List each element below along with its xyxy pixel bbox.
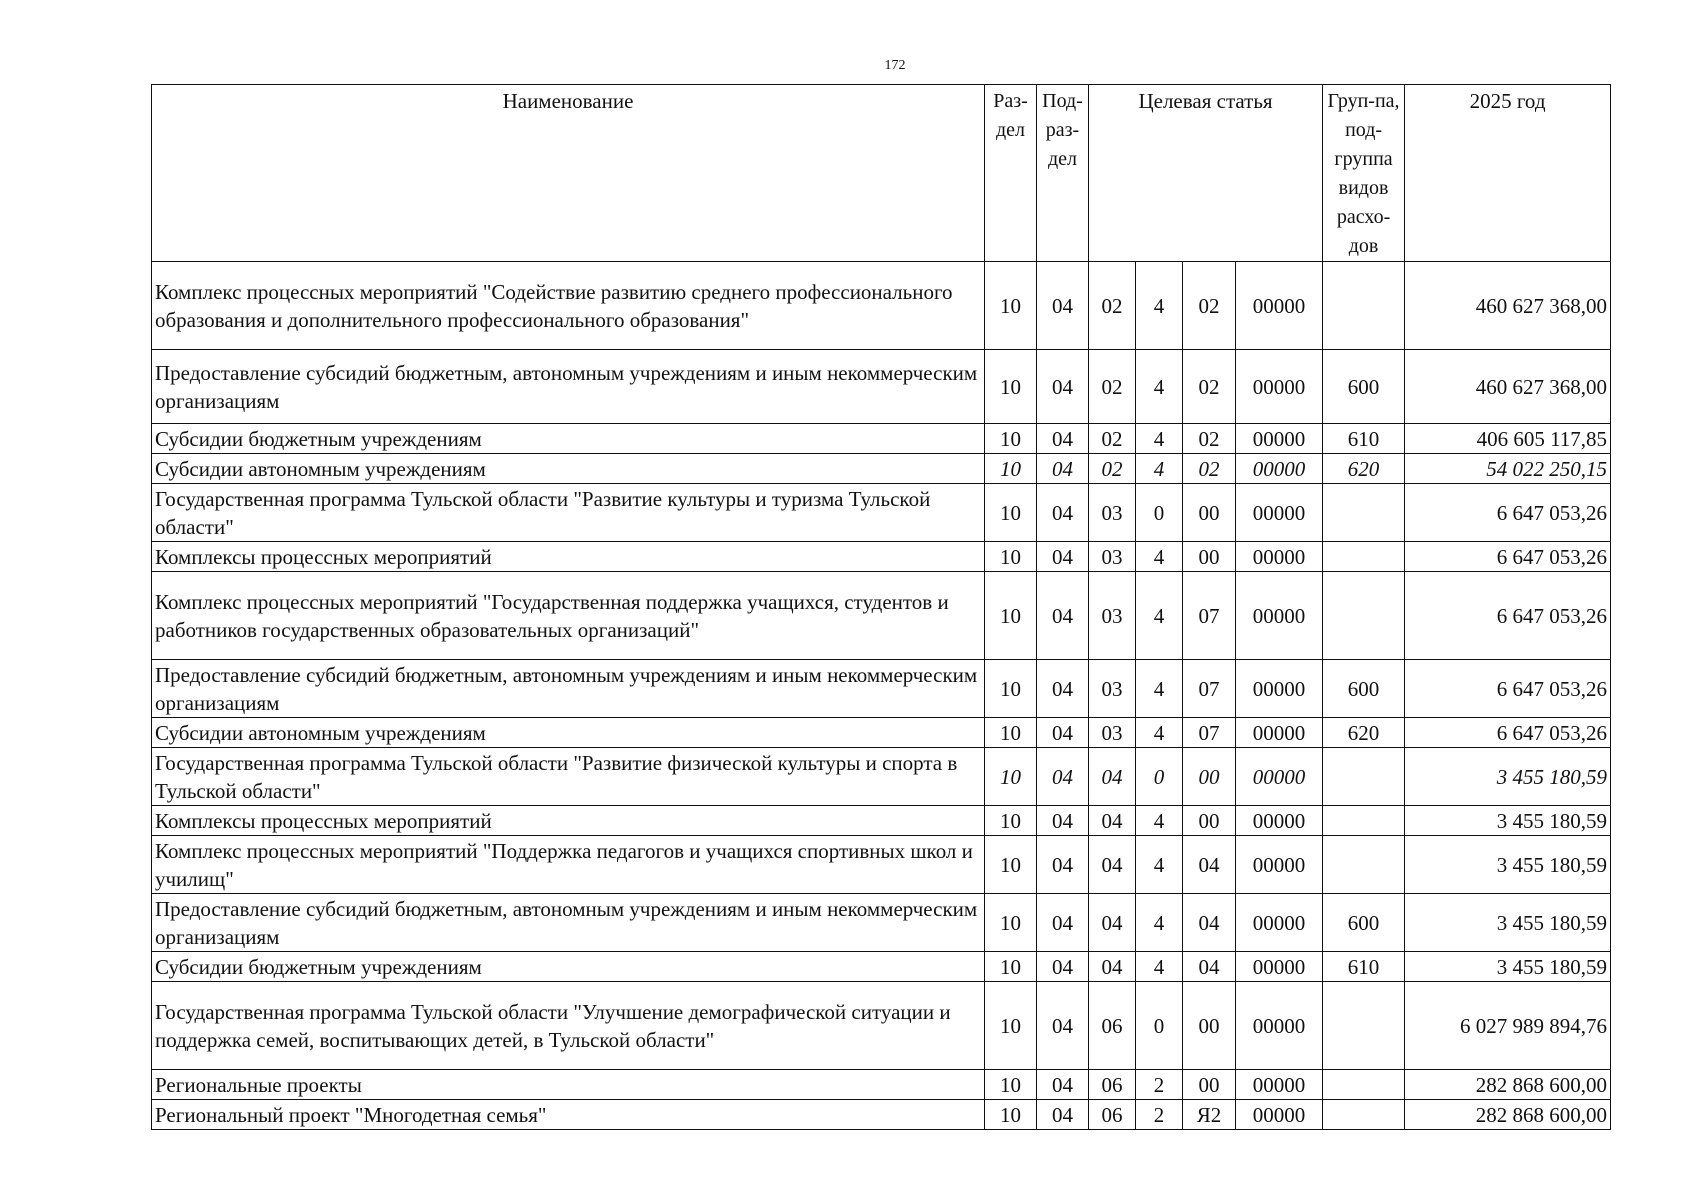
direction-code: 00000 xyxy=(1236,1100,1323,1130)
budget-table xyxy=(151,84,1611,1130)
type-code: 0 xyxy=(1136,982,1183,1070)
table-row xyxy=(152,572,1611,660)
section-code: 10 xyxy=(985,572,1037,660)
amount: 3 455 180,59 xyxy=(1405,836,1611,894)
type-code: 4 xyxy=(1136,350,1183,424)
direction-code: 00000 xyxy=(1236,660,1323,718)
section-code: 10 xyxy=(985,1070,1037,1100)
type-code: 2 xyxy=(1136,1070,1183,1100)
direction-code: 00000 xyxy=(1236,262,1323,350)
event-code: 02 xyxy=(1183,454,1236,484)
expense-group-code xyxy=(1323,1100,1405,1130)
expense-group-code: 620 xyxy=(1323,454,1405,484)
expense-group-code xyxy=(1323,262,1405,350)
section-code: 10 xyxy=(985,806,1037,836)
expense-group-code xyxy=(1323,748,1405,806)
type-code: 0 xyxy=(1136,484,1183,542)
amount: 54 022 250,15 xyxy=(1405,454,1611,484)
table-row xyxy=(152,454,1611,484)
amount: 6 027 989 894,76 xyxy=(1405,982,1611,1070)
header-target-article: Целевая статья xyxy=(1089,85,1323,262)
header-subsection: Под-раз-дел xyxy=(1037,85,1089,262)
program-code: 06 xyxy=(1089,1100,1136,1130)
section-code: 10 xyxy=(985,952,1037,982)
table-row xyxy=(152,748,1611,806)
expense-group-code: 610 xyxy=(1323,424,1405,454)
table-row xyxy=(152,806,1611,836)
subsection-code: 04 xyxy=(1037,806,1089,836)
expense-group-code: 600 xyxy=(1323,660,1405,718)
header-section: Раз-дел xyxy=(985,85,1037,262)
program-code: 03 xyxy=(1089,718,1136,748)
header-row xyxy=(152,85,1611,262)
table-row xyxy=(152,1070,1611,1100)
type-code: 4 xyxy=(1136,454,1183,484)
program-code: 02 xyxy=(1089,262,1136,350)
expense-group-code: 600 xyxy=(1323,894,1405,952)
amount: 3 455 180,59 xyxy=(1405,748,1611,806)
expense-group-code xyxy=(1323,572,1405,660)
table-body xyxy=(152,262,1611,1130)
direction-code: 00000 xyxy=(1236,542,1323,572)
direction-code: 00000 xyxy=(1236,1070,1323,1100)
event-code: 07 xyxy=(1183,718,1236,748)
section-code: 10 xyxy=(985,660,1037,718)
program-code: 04 xyxy=(1089,894,1136,952)
type-code: 4 xyxy=(1136,542,1183,572)
subsection-code: 04 xyxy=(1037,350,1089,424)
subsection-code: 04 xyxy=(1037,952,1089,982)
program-code: 02 xyxy=(1089,454,1136,484)
program-code: 06 xyxy=(1089,1070,1136,1100)
expense-group-code: 620 xyxy=(1323,718,1405,748)
expense-group-code xyxy=(1323,484,1405,542)
program-code: 04 xyxy=(1089,748,1136,806)
header-name: Наименование xyxy=(152,85,985,262)
expense-group-code xyxy=(1323,836,1405,894)
section-code: 10 xyxy=(985,894,1037,952)
expense-group-code xyxy=(1323,1070,1405,1100)
amount: 460 627 368,00 xyxy=(1405,350,1611,424)
type-code: 4 xyxy=(1136,262,1183,350)
table-row xyxy=(152,660,1611,718)
type-code: 4 xyxy=(1136,836,1183,894)
type-code: 4 xyxy=(1136,572,1183,660)
row-name: Государственная программа Тульской области "Улучшение демографической ситуации и поддержка семей, воспитывающих детей, в Тульской области" xyxy=(152,982,985,1070)
event-code: Я2 xyxy=(1183,1100,1236,1130)
subsection-code: 04 xyxy=(1037,1100,1089,1130)
subsection-code: 04 xyxy=(1037,894,1089,952)
direction-code: 00000 xyxy=(1236,748,1323,806)
row-name: Предоставление субсидий бюджетным, автономным учреждениям и иным некоммерческим организациям xyxy=(152,660,985,718)
subsection-code: 04 xyxy=(1037,542,1089,572)
program-code: 06 xyxy=(1089,982,1136,1070)
row-name: Комплекс процессных мероприятий "Поддержка педагогов и учащихся спортивных школ и училищ" xyxy=(152,836,985,894)
program-code: 04 xyxy=(1089,836,1136,894)
amount: 282 868 600,00 xyxy=(1405,1070,1611,1100)
expense-group-code: 610 xyxy=(1323,952,1405,982)
subsection-code: 04 xyxy=(1037,454,1089,484)
section-code: 10 xyxy=(985,350,1037,424)
direction-code: 00000 xyxy=(1236,350,1323,424)
table-row xyxy=(152,262,1611,350)
direction-code: 00000 xyxy=(1236,572,1323,660)
section-code: 10 xyxy=(985,1100,1037,1130)
subsection-code: 04 xyxy=(1037,718,1089,748)
event-code: 07 xyxy=(1183,660,1236,718)
row-name: Субсидии бюджетным учреждениям xyxy=(152,952,985,982)
row-name: Субсидии автономным учреждениям xyxy=(152,718,985,748)
event-code: 02 xyxy=(1183,350,1236,424)
amount: 3 455 180,59 xyxy=(1405,894,1611,952)
program-code: 03 xyxy=(1089,660,1136,718)
event-code: 07 xyxy=(1183,572,1236,660)
program-code: 02 xyxy=(1089,424,1136,454)
amount: 3 455 180,59 xyxy=(1405,952,1611,982)
amount: 460 627 368,00 xyxy=(1405,262,1611,350)
subsection-code: 04 xyxy=(1037,424,1089,454)
type-code: 4 xyxy=(1136,806,1183,836)
subsection-code: 04 xyxy=(1037,572,1089,660)
amount: 282 868 600,00 xyxy=(1405,1100,1611,1130)
header-expense-group: Груп-па, под-группа видов расхо-дов xyxy=(1323,85,1405,262)
direction-code: 00000 xyxy=(1236,424,1323,454)
amount: 6 647 053,26 xyxy=(1405,718,1611,748)
event-code: 00 xyxy=(1183,748,1236,806)
table-row xyxy=(152,542,1611,572)
row-name: Предоставление субсидий бюджетным, автономным учреждениям и иным некоммерческим организациям xyxy=(152,350,985,424)
direction-code: 00000 xyxy=(1236,484,1323,542)
type-code: 0 xyxy=(1136,748,1183,806)
table-row xyxy=(152,952,1611,982)
table-row xyxy=(152,894,1611,952)
event-code: 00 xyxy=(1183,982,1236,1070)
event-code: 00 xyxy=(1183,484,1236,542)
table-row xyxy=(152,424,1611,454)
section-code: 10 xyxy=(985,982,1037,1070)
table-row xyxy=(152,836,1611,894)
table-row xyxy=(152,1100,1611,1130)
direction-code: 00000 xyxy=(1236,836,1323,894)
page-number: 172 xyxy=(884,58,906,73)
direction-code: 00000 xyxy=(1236,952,1323,982)
program-code: 03 xyxy=(1089,484,1136,542)
row-name: Комплекс процессных мероприятий "Государственная поддержка учащихся, студентов и работников государственных образовательных организаций" xyxy=(152,572,985,660)
row-name: Региональные проекты xyxy=(152,1070,985,1100)
row-name: Предоставление субсидий бюджетным, автономным учреждениям и иным некоммерческим организациям xyxy=(152,894,985,952)
direction-code: 00000 xyxy=(1236,806,1323,836)
type-code: 4 xyxy=(1136,424,1183,454)
amount: 3 455 180,59 xyxy=(1405,806,1611,836)
amount: 6 647 053,26 xyxy=(1405,660,1611,718)
section-code: 10 xyxy=(985,454,1037,484)
subsection-code: 04 xyxy=(1037,660,1089,718)
type-code: 4 xyxy=(1136,660,1183,718)
row-name: Комплекс процессных мероприятий "Содействие развитию среднего профессионального образования и дополнительного профессионального образования" xyxy=(152,262,985,350)
subsection-code: 04 xyxy=(1037,748,1089,806)
subsection-code: 04 xyxy=(1037,484,1089,542)
row-name: Комплексы процессных мероприятий xyxy=(152,542,985,572)
subsection-code: 04 xyxy=(1037,1070,1089,1100)
subsection-code: 04 xyxy=(1037,836,1089,894)
subsection-code: 04 xyxy=(1037,262,1089,350)
table-row xyxy=(152,484,1611,542)
type-code: 4 xyxy=(1136,718,1183,748)
header-year: 2025 год xyxy=(1405,85,1611,262)
table-row xyxy=(152,718,1611,748)
program-code: 04 xyxy=(1089,952,1136,982)
event-code: 02 xyxy=(1183,262,1236,350)
expense-group-code: 600 xyxy=(1323,350,1405,424)
section-code: 10 xyxy=(985,542,1037,572)
row-name: Государственная программа Тульской области "Развитие культуры и туризма Тульской области" xyxy=(152,484,985,542)
expense-group-code xyxy=(1323,542,1405,572)
row-name: Государственная программа Тульской области "Развитие физической культуры и спорта в Тульской области" xyxy=(152,748,985,806)
amount: 6 647 053,26 xyxy=(1405,572,1611,660)
event-code: 00 xyxy=(1183,1070,1236,1100)
event-code: 04 xyxy=(1183,952,1236,982)
section-code: 10 xyxy=(985,836,1037,894)
type-code: 4 xyxy=(1136,952,1183,982)
expense-group-code xyxy=(1323,806,1405,836)
section-code: 10 xyxy=(985,424,1037,454)
direction-code: 00000 xyxy=(1236,894,1323,952)
row-name: Субсидии автономным учреждениям xyxy=(152,454,985,484)
section-code: 10 xyxy=(985,262,1037,350)
amount: 6 647 053,26 xyxy=(1405,484,1611,542)
event-code: 04 xyxy=(1183,836,1236,894)
section-code: 10 xyxy=(985,484,1037,542)
program-code: 03 xyxy=(1089,542,1136,572)
type-code: 2 xyxy=(1136,1100,1183,1130)
event-code: 02 xyxy=(1183,424,1236,454)
type-code: 4 xyxy=(1136,894,1183,952)
row-name: Региональный проект "Многодетная семья" xyxy=(152,1100,985,1130)
row-name: Комплексы процессных мероприятий xyxy=(152,806,985,836)
direction-code: 00000 xyxy=(1236,982,1323,1070)
amount: 406 605 117,85 xyxy=(1405,424,1611,454)
section-code: 10 xyxy=(985,718,1037,748)
expense-group-code xyxy=(1323,982,1405,1070)
section-code: 10 xyxy=(985,748,1037,806)
event-code: 04 xyxy=(1183,894,1236,952)
direction-code: 00000 xyxy=(1236,454,1323,484)
program-code: 02 xyxy=(1089,350,1136,424)
program-code: 04 xyxy=(1089,806,1136,836)
program-code: 03 xyxy=(1089,572,1136,660)
subsection-code: 04 xyxy=(1037,982,1089,1070)
event-code: 00 xyxy=(1183,542,1236,572)
direction-code: 00000 xyxy=(1236,718,1323,748)
table-row xyxy=(152,982,1611,1070)
amount: 6 647 053,26 xyxy=(1405,542,1611,572)
row-name: Субсидии бюджетным учреждениям xyxy=(152,424,985,454)
event-code: 00 xyxy=(1183,806,1236,836)
table-row xyxy=(152,350,1611,424)
